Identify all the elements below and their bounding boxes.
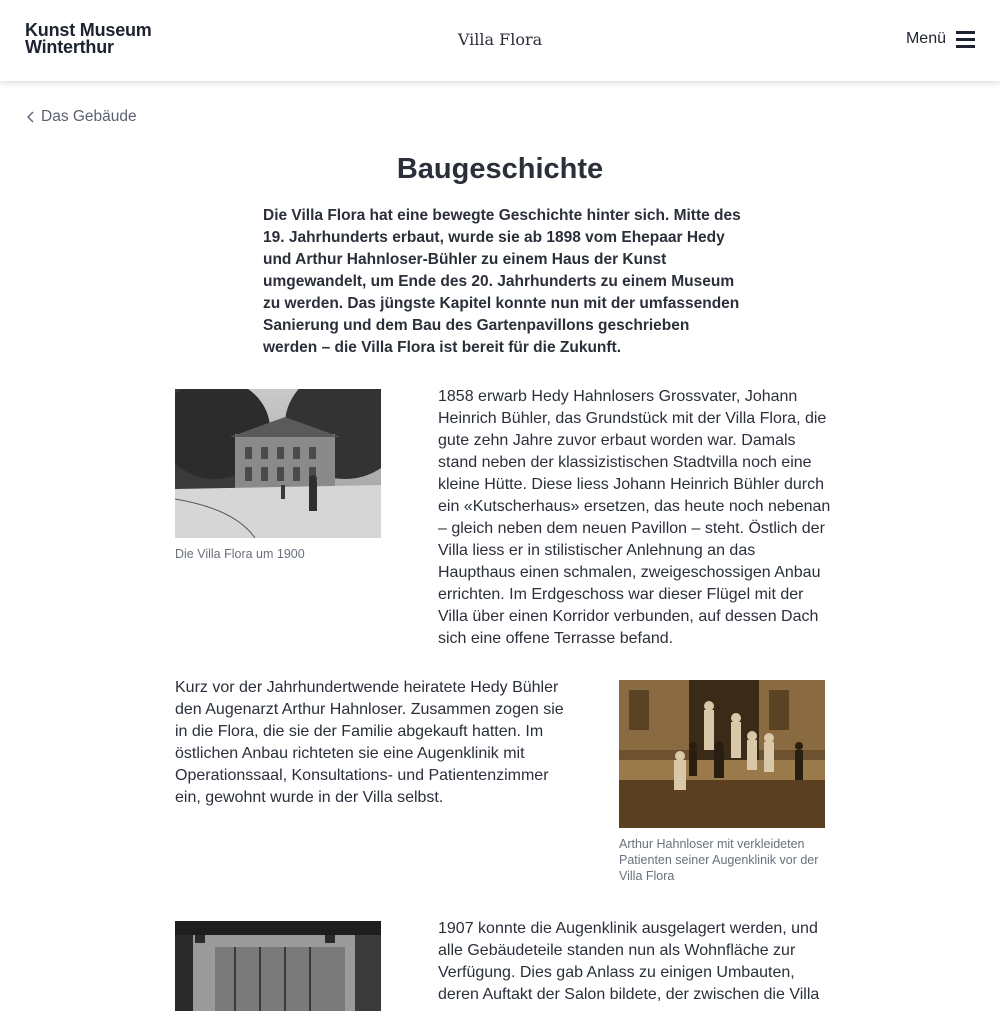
site-header [0, 0, 1000, 81]
body-paragraph: 1858 erwarb Hedy Hahnlosers Grossvater, Johann Heinrich Bühler, das Grundstück mit der Villa Flora, die gute zehn Jahre zuvor erbaut worden war. Damals stand neben der klassizistischen Stadtvilla noch eine kleine Hütte. Diese liess Johann Heinrich Bühler durch ein «Kutscherhaus» ersetzen, das heute noch nebenan – gleich neben dem neuen Pavillon – steht. Östlich der Villa liess er in stilistischer Anlehnung an das Haupthaus einen schmalen, zweigeschossigen Anbau errichten. Im Erdgeschoss war dieser Flügel mit der Villa über einen Korridor verbunden, auf dessen Dach sich eine offene Terrasse befand. [438, 388, 831, 647]
chevron-left-icon [26, 110, 36, 124]
villa-photo-figure [175, 389, 381, 562]
villa-flora-1900-photo [175, 389, 381, 538]
photo-caption: Die Villa Flora um 1900 [175, 547, 305, 561]
body-paragraph: Kurz vor der Jahrhundertwende heiratete Hedy Bühler den Augenarzt Arthur Hahnloser. Zusammen zogen sie in die Flora, die sie der Familie abgekauft hatten. Im östlichen Anbau richteten sie eine Augenklinik mit Operationssaal, Konsultations- und Patientenzimmer ein, gewohnt wurde in der Villa selbst. [175, 679, 564, 806]
body-paragraph: 1907 konnte die Augenklinik ausgelagert werden, und alle Gebäudeteile standen nun als Wohnfläche zur Verfügung. Dies gab Anlass zu einigen Umbauten, deren Auftakt der Salon bildete, der zwischen die Villa [438, 920, 820, 1003]
site-section-title: Villa Flora [457, 30, 543, 49]
menu-label: Menü [905, 30, 946, 47]
menu-button[interactable] [906, 30, 975, 48]
hamburger-icon [956, 30, 975, 48]
hahnloser-patients-photo [619, 680, 825, 828]
salon-photo-figure [175, 921, 381, 1011]
page-title: Baugeschichte [396, 153, 604, 185]
interior-photo [175, 921, 381, 1011]
back-link[interactable] [26, 108, 137, 126]
back-link-label: Das Gebäude [41, 108, 137, 125]
logo-line-1: Kunst Museum [25, 20, 152, 40]
photo-caption: Arthur Hahnloser mit verkleideten Patienten seiner Augenklinik vor der Villa Flora [619, 837, 819, 883]
lead-paragraph: Die Villa Flora hat eine bewegte Geschichte hinter sich. Mitte des 19. Jahrhunderts erbaut, wurde sie ab 1898 vom Ehepaar Hedy und Arthur Hahnloser-Bühler zu einem Haus der Kunst umgewandelt, um Ende des 20. Jahrhunderts zu einem Museum zu werden. Das jüngste Kapitel konnte nun mit der umfassenden Sanierung und dem Bau des Gartenpavillons geschrieben werden – die Villa Flora ist bereit für die Zukunft. [263, 207, 741, 356]
clinic-photo-figure [619, 680, 825, 884]
logo-line-2: Winterthur [25, 37, 114, 57]
